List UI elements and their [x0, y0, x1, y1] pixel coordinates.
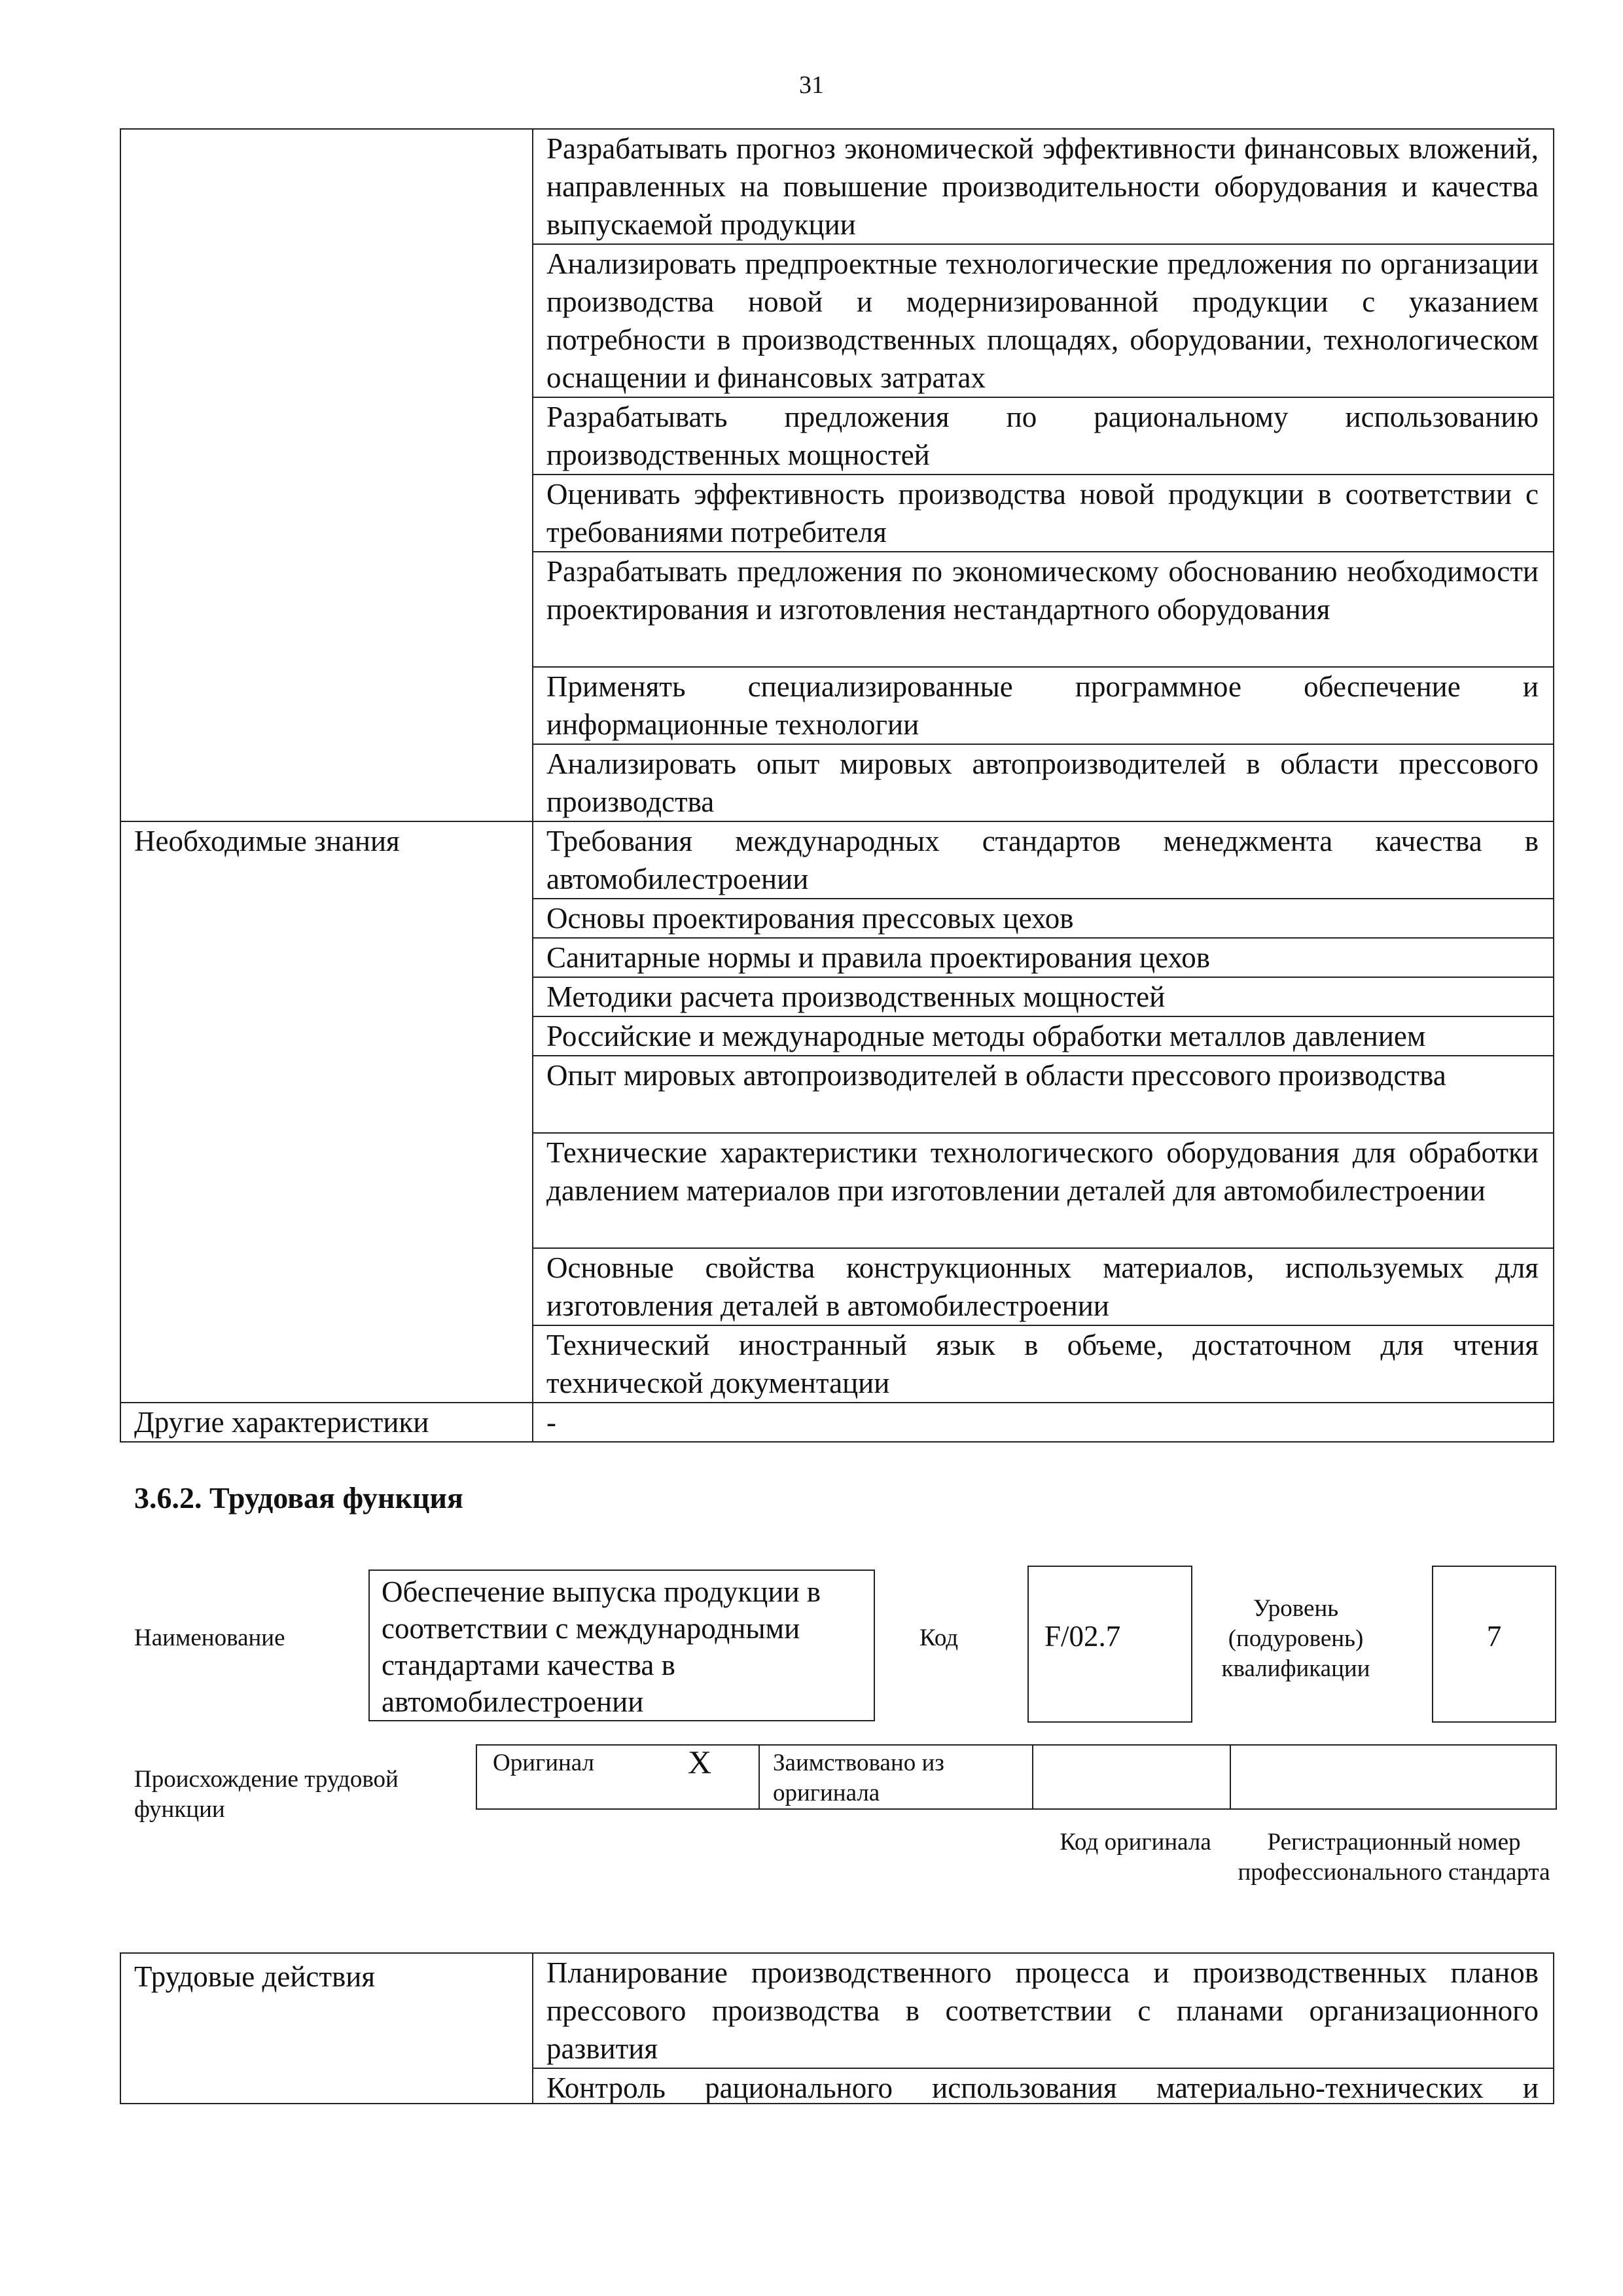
code-caption: Код оригинала	[1060, 1829, 1211, 1856]
knowledge-row: Основы проектирования прессовых цехов	[533, 899, 1554, 938]
origin-label: Происхождение трудовой функции	[134, 1766, 399, 1823]
knowledge-row: Основные свойства конструкционных материалов, используемых для изготовления деталей в автомобилестроении	[533, 1248, 1554, 1325]
other-value: -	[533, 1403, 1554, 1442]
table-row	[120, 1953, 1554, 2068]
knowledge-row: Требования международных стандартов менеджмента качества в автомобилестроении	[533, 821, 1554, 899]
name-value: Обеспечение выпуска продукции в соответствии с международными стандартами качества в автомобилестроении	[368, 1570, 875, 1721]
knowledge-label: Необходимые знания	[120, 821, 533, 1403]
empty-label-cell	[120, 129, 533, 821]
skill-row: Разрабатывать предложения по рациональному использованию производственных мощностей	[533, 397, 1554, 475]
section-title: 3.6.2. Трудовая функция	[134, 1481, 463, 1515]
page-number: 31	[799, 71, 824, 99]
skill-row: Анализировать предпроектные технологические предложения по организации производства новой и модернизированной продукции с указанием потребности в производственных площадях, оборудовании, технологическом оснащении и финансовых затратах	[533, 244, 1554, 397]
original-cell	[476, 1745, 759, 1809]
actions-table	[120, 1952, 1554, 2104]
action-row-text: Контроль рационального использования материально-технических и	[546, 2072, 1539, 2103]
actions-label: Трудовые действия	[120, 1953, 533, 2104]
knowledge-row: Технические характеристики технологического оборудования для обработки давлением материалов при изготовлении деталей для автомобилестроении	[533, 1133, 1554, 1248]
name-label: Наименование	[134, 1624, 285, 1651]
table-row	[120, 129, 1554, 244]
skill-row: Оценивать эффективность производства новой продукции в соответствии с требованиями потребителя	[533, 475, 1554, 552]
action-row: Планирование производственного процесса и производственных планов прессового производства в соответствии с планами организационного развития	[533, 1953, 1554, 2068]
original-label: Оригинал	[493, 1749, 595, 1776]
skill-row: Применять специализированные программное обеспечение и информационные технологии	[533, 667, 1554, 744]
level-label: Уровень (подуровень) квалификации	[1221, 1595, 1370, 1682]
reg-caption: Регистрационный номер профессионального стандарта	[1238, 1829, 1550, 1886]
table-row	[120, 1403, 1554, 1442]
knowledge-row: Санитарные нормы и правила проектирования цехов	[533, 938, 1554, 977]
table-row	[120, 821, 1554, 899]
knowledge-row: Опыт мировых автопроизводителей в области прессового производства	[533, 1056, 1554, 1133]
code-label: Код	[919, 1624, 959, 1651]
table-row	[476, 1745, 1556, 1809]
code-value: F/02.7	[1027, 1566, 1192, 1723]
knowledge-row: Технический иностранный язык в объеме, достаточном для чтения технической документации	[533, 1325, 1554, 1403]
action-row	[533, 2068, 1554, 2104]
origin-table	[476, 1744, 1557, 1810]
original-mark: X	[688, 1744, 712, 1780]
reg-number-cell	[1230, 1745, 1556, 1809]
other-label: Другие характеристики	[120, 1403, 533, 1442]
skill-row: Разрабатывать прогноз экономической эффективности финансовых вложений, направленных на повышение производительности оборудования и качества выпускаемой продукции	[533, 129, 1554, 244]
skill-row: Анализировать опыт мировых автопроизводителей в области прессового производства	[533, 744, 1554, 821]
borrowed-label: Заимствовано из оригинала	[759, 1745, 1033, 1809]
knowledge-row: Методики расчета производственных мощностей	[533, 977, 1554, 1016]
skill-row: Разрабатывать предложения по экономическому обоснованию необходимости проектирования и изготовления нестандартного оборудования	[533, 552, 1554, 667]
original-code-cell	[1033, 1745, 1230, 1809]
competency-table	[120, 128, 1554, 1443]
knowledge-row: Российские и международные методы обработки металлов давлением	[533, 1016, 1554, 1056]
level-value: 7	[1432, 1566, 1556, 1723]
